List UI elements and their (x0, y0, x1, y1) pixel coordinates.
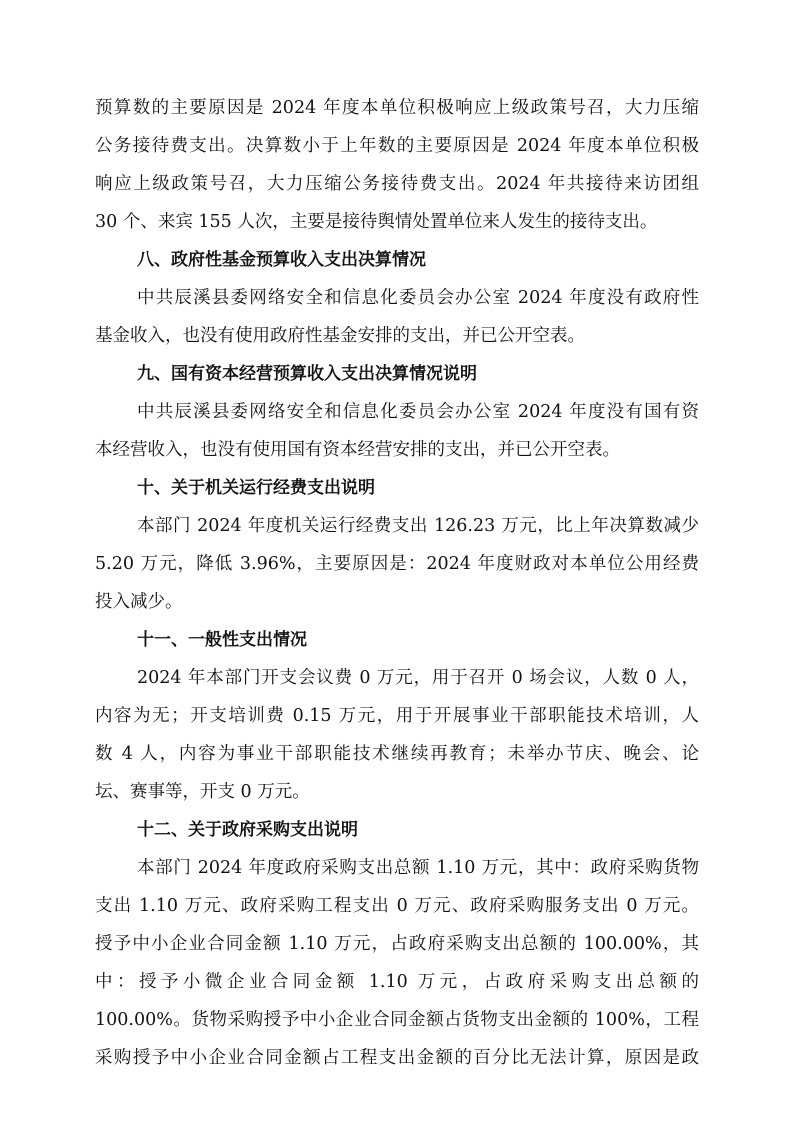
paragraph-line: 本部门 2024 年度政府采购支出总额 1.10 万元，其中：政府采购货物 (137, 858, 699, 878)
paragraph-line: 数 4 人，内容为事业干部职能技术继续再教育；未举办节庆、晚会、论 (95, 744, 699, 764)
paragraph-line: 5.20 万元，降低 3.96%，主要原因是：2024 年度财政对本单位公用经费 (95, 554, 699, 574)
paragraph-line: 响应上级政策号召，大力压缩公务接待费支出。2024 年共接待来访团组 (95, 174, 699, 194)
paragraph-line: 中共辰溪县委网络安全和信息化委员会办公室 2024 年度没有国有资 (137, 402, 699, 422)
paragraph-line: 中：授予小微企业合同金额 1.10 万元，占政府采购支出总额的 (95, 972, 699, 992)
section-heading-9: 九、国有资本经营预算收入支出决算情况说明 (137, 364, 477, 384)
paragraph-line: 采购授予中小企业合同金额占工程支出金额的百分比无法计算，原因是政 (95, 1048, 699, 1068)
section-heading-12: 十二、关于政府采购支出说明 (137, 820, 358, 840)
paragraph-line: 预算数的主要原因是 2024 年度本单位积极响应上级政策号召，大力压缩 (95, 98, 699, 118)
section-heading-8: 八、政府性基金预算收入支出决算情况 (137, 250, 426, 270)
paragraph-line: 30 个、来宾 155 人次，主要是接待舆情处置单位来人发生的接待支出。 (95, 212, 658, 232)
paragraph-line: 本经营收入，也没有使用国有资本经营安排的支出，并已公开空表。 (95, 440, 620, 460)
paragraph-line: 内容为无；开支培训费 0.15 万元，用于开展事业干部职能技术培训，人 (95, 706, 699, 726)
paragraph-line: 支出 1.10 万元、政府采购工程支出 0 万元、政府采购服务支出 0 万元。 (95, 896, 699, 916)
paragraph-line: 坛、赛事等，开支 0 万元。 (95, 782, 310, 802)
paragraph-line: 基金收入，也没有使用政府性基金安排的支出，并已公开空表。 (95, 326, 585, 346)
paragraph-line: 2024 年本部门开支会议费 0 万元，用于召开 0 场会议，人数 0 人， (137, 668, 699, 688)
section-heading-11: 十一、一般性支出情况 (137, 630, 307, 650)
section-heading-10: 十、关于机关运行经费支出说明 (137, 478, 375, 498)
paragraph-line: 公务接待费支出。决算数小于上年数的主要原因是 2024 年度本单位积极 (95, 136, 699, 156)
paragraph-line: 投入减少。 (95, 592, 183, 612)
paragraph-line: 中共辰溪县委网络安全和信息化委员会办公室 2024 年度没有政府性 (137, 288, 699, 308)
paragraph-line: 100.00%。货物采购授予中小企业合同金额占货物支出金额的 100%，工程 (95, 1010, 699, 1030)
paragraph-line: 授予中小企业合同金额 1.10 万元，占政府采购支出总额的 100.00%，其 (95, 934, 699, 954)
paragraph-line: 本部门 2024 年度机关运行经费支出 126.23 万元，比上年决算数减少 (137, 516, 699, 536)
